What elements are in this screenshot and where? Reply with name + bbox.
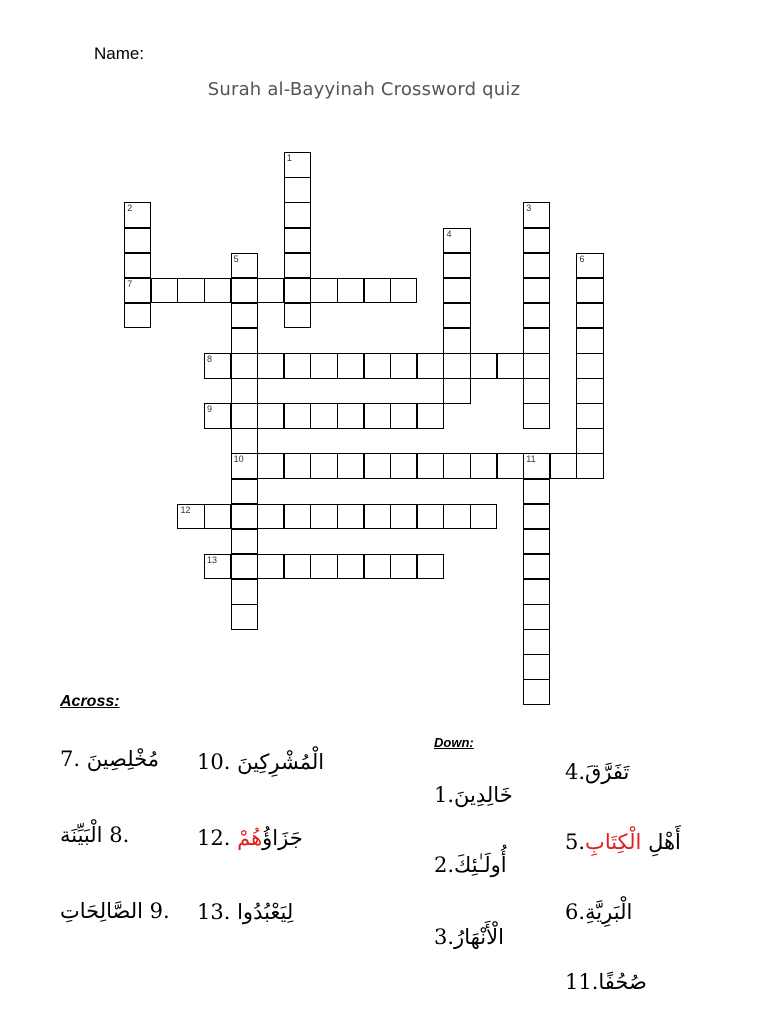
crossword-cell[interactable] [204,504,231,530]
crossword-cell[interactable] [443,453,470,479]
crossword-cell[interactable] [523,202,550,228]
across-clue-12 [197,826,303,850]
crossword-cell[interactable] [523,403,550,429]
crossword-cell[interactable] [231,453,258,479]
crossword-cell[interactable] [390,403,417,429]
crossword-cell[interactable] [523,253,550,279]
crossword-cell[interactable] [204,353,231,379]
crossword-cell[interactable] [443,303,470,329]
crossword-cell[interactable] [523,453,550,479]
crossword-cell[interactable] [231,604,258,630]
crossword-cell[interactable] [257,453,284,479]
clue-number: 2. [434,853,455,877]
crossword-cell[interactable] [523,328,550,354]
clue-number: 12. [197,826,231,850]
crossword-cell[interactable] [231,353,258,379]
crossword-cell[interactable] [364,403,391,429]
crossword-cell[interactable] [310,403,337,429]
crossword-cell[interactable] [470,504,497,530]
crossword-cell[interactable] [231,529,258,555]
crossword-cell[interactable] [310,554,337,580]
crossword-cell[interactable] [204,403,231,429]
crossword-cell[interactable] [523,504,550,530]
crossword-cell[interactable] [284,152,311,178]
crossword-cell[interactable] [417,353,444,379]
crossword-cell[interactable] [151,278,178,304]
across-clue-9 [60,899,170,923]
across-clue-13 [197,900,293,924]
clue-text: الْبَيِّنَة [60,823,103,847]
crossword-cell[interactable] [390,278,417,304]
crossword-cell[interactable] [443,228,470,254]
down-clue-11 [565,970,647,994]
clue-text: تَفَرَّقَ [585,760,630,784]
clue-text-highlight: الْكِتَابِ [585,830,642,854]
crossword-cell[interactable] [204,554,231,580]
crossword-cell[interactable] [310,453,337,479]
crossword-cell[interactable] [390,554,417,580]
crossword-cell[interactable] [523,579,550,605]
cell-number: 5 [233,253,239,264]
crossword-cell[interactable] [231,278,258,304]
crossword-cell[interactable] [523,378,550,404]
crossword-cell[interactable] [124,303,151,329]
across-heading: Across: [60,693,120,710]
clue-text: جَزَاؤُ [262,826,303,850]
crossword-cell[interactable] [337,278,364,304]
crossword-cell[interactable] [390,453,417,479]
crossword-cell[interactable] [470,453,497,479]
crossword-cell[interactable] [231,504,258,530]
crossword-cell[interactable] [497,453,524,479]
down-clue-4 [565,760,629,784]
cell-number: 1 [286,153,292,164]
crossword-cell[interactable] [310,504,337,530]
clue-text: أَهْلِ [641,830,681,854]
cell-number: 13 [207,554,218,565]
crossword-cell[interactable] [284,554,311,580]
crossword-cell[interactable] [576,328,603,354]
crossword-cell[interactable] [231,428,258,454]
crossword-cell[interactable] [523,604,550,630]
clue-number: 10. [197,750,231,774]
clue-text: الْمُشْرِكِينَ [237,750,325,774]
crossword-cell[interactable] [231,378,258,404]
clue-number: 7. [60,747,81,771]
crossword-cell[interactable] [576,278,603,304]
crossword-cell[interactable] [523,228,550,254]
down-clue-1 [434,783,513,807]
page-title: Surah al-Bayyinah Crossword quiz [207,79,521,100]
cell-number: 8 [207,354,213,365]
down-clue-2 [434,853,507,877]
crossword-cell[interactable] [257,278,284,304]
cell-number: 12 [180,504,191,515]
crossword-cell[interactable] [124,202,151,228]
crossword-cell[interactable] [523,654,550,680]
crossword-cell[interactable] [576,353,603,379]
crossword-cell[interactable] [284,177,311,203]
crossword-cell[interactable] [257,403,284,429]
crossword-cell[interactable] [443,378,470,404]
crossword-cell[interactable] [443,253,470,279]
crossword-cell[interactable] [177,278,204,304]
crossword-cell[interactable] [284,202,311,228]
crossword-cell[interactable] [576,253,603,279]
cell-number: 2 [127,203,133,214]
crossword-cell[interactable] [284,353,311,379]
crossword-cell[interactable] [576,403,603,429]
crossword-cell[interactable] [417,504,444,530]
crossword-cell[interactable] [284,504,311,530]
crossword-cell[interactable] [390,353,417,379]
crossword-cell[interactable] [231,579,258,605]
crossword-cell[interactable] [337,554,364,580]
crossword-cell[interactable] [257,504,284,530]
clue-text: الْبَرِيَّةِ [585,900,633,924]
name-label: Name: [94,44,145,63]
crossword-cell[interactable] [204,278,231,304]
down-clue-5 [565,830,681,854]
crossword-cell[interactable] [231,479,258,505]
crossword-cell[interactable] [523,629,550,655]
clue-number: 13. [197,900,231,924]
crossword-cell[interactable] [231,403,258,429]
crossword-cell[interactable] [284,453,311,479]
crossword-cell[interactable] [364,504,391,530]
crossword-cell[interactable] [284,253,311,279]
crossword-cell[interactable] [310,353,337,379]
crossword-cell[interactable] [284,228,311,254]
crossword-cell[interactable] [337,353,364,379]
crossword-cell[interactable] [523,679,550,705]
crossword-cell[interactable] [443,328,470,354]
crossword-cell[interactable] [337,403,364,429]
crossword-cell[interactable] [443,504,470,530]
crossword-cell[interactable] [470,353,497,379]
across-clue-10 [197,750,324,774]
crossword-cell[interactable] [443,353,470,379]
clue-number: 9. [149,899,170,923]
crossword-cell[interactable] [364,453,391,479]
crossword-cell[interactable] [310,278,337,304]
crossword-cell[interactable] [576,453,603,479]
crossword-cell[interactable] [523,303,550,329]
clue-text: خَالِدِينَ [454,783,513,807]
clue-number: 6. [565,900,586,924]
crossword-cell[interactable] [417,453,444,479]
crossword-cell[interactable] [124,253,151,279]
crossword-cell[interactable] [523,479,550,505]
clue-number: 3. [434,925,455,949]
across-clue-8 [60,823,129,847]
crossword-cell[interactable] [231,328,258,354]
cell-number: 11 [526,454,536,465]
crossword-cell[interactable] [284,278,311,304]
clue-number: 1. [434,783,455,807]
cell-number: 3 [526,203,532,214]
crossword-cell[interactable] [364,353,391,379]
across-clue-7 [60,747,159,771]
crossword-cell[interactable] [576,303,603,329]
crossword-cell[interactable] [231,303,258,329]
down-heading: Down: [434,735,474,750]
crossword-cell[interactable] [417,403,444,429]
crossword-cell[interactable] [576,428,603,454]
cell-number: 4 [446,228,452,239]
clue-number: 4. [565,760,586,784]
crossword-cell[interactable] [337,504,364,530]
clue-number: 11. [565,970,599,994]
crossword-cell[interactable] [364,554,391,580]
crossword-cell[interactable] [124,278,151,304]
clue-text-highlight: هُمْ [237,826,263,850]
clue-text: لِيَعْبُدُوا [237,900,294,924]
clue-text: الْأَنْهَارُ [454,925,504,949]
crossword-cell[interactable] [337,453,364,479]
crossword-cell[interactable] [231,554,258,580]
crossword-cell[interactable] [417,554,444,580]
crossword-cell[interactable] [523,554,550,580]
crossword-cell[interactable] [523,353,550,379]
clue-text: مُخْلِصِينَ [86,747,160,771]
clue-text: أُولَـٰئِكَ [454,853,507,877]
cell-number: 7 [127,278,133,289]
cell-number: 10 [233,454,244,465]
crossword-cell[interactable] [576,378,603,404]
crossword-cell[interactable] [231,253,258,279]
crossword-cell[interactable] [257,353,284,379]
clue-number: 5. [565,830,586,854]
crossword-cell[interactable] [177,504,204,530]
clue-number: 8. [109,823,130,847]
crossword-cell[interactable] [284,303,311,329]
crossword-cell[interactable] [390,504,417,530]
clue-text: الصَّالِحَاتِ [60,899,143,923]
down-clue-6 [565,900,632,924]
down-clue-3 [434,925,504,949]
clue-text: صُحُفًا [598,970,647,994]
crossword-cell[interactable] [497,353,524,379]
cell-number: 9 [207,404,213,415]
crossword-cell[interactable] [124,228,151,254]
crossword-cell[interactable] [550,453,577,479]
crossword-cell[interactable] [284,403,311,429]
crossword-cell[interactable] [443,278,470,304]
cell-number: 6 [579,253,585,264]
crossword-cell[interactable] [523,529,550,555]
crossword-cell[interactable] [523,278,550,304]
crossword-cell[interactable] [257,554,284,580]
crossword-cell[interactable] [364,278,391,304]
